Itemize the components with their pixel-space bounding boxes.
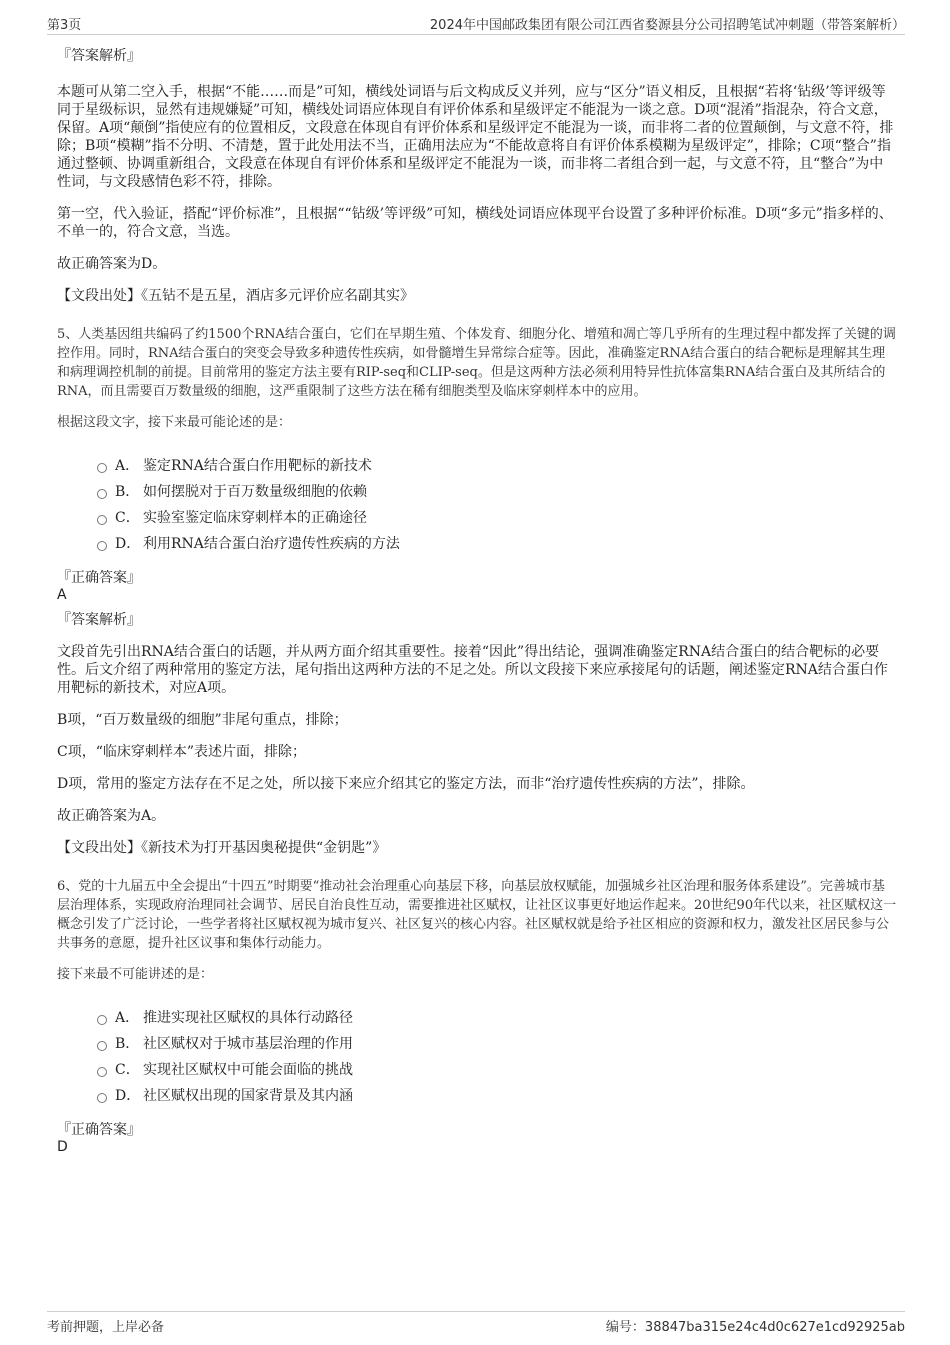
- analysis-paragraph: C项，“临床穿刺样本”表述片面，排除；: [57, 744, 307, 760]
- document-title: 2024年中国邮政集团有限公司江西省婺源县分公司招聘笔试冲刺题（带答案解析）: [429, 18, 905, 33]
- option-d[interactable]: D． 利用RNA结合蛋白治疗遗传性疾病的方法: [97, 531, 897, 557]
- correct-answer-label: 『正确答案』: [57, 570, 141, 586]
- radio-icon[interactable]: [97, 463, 107, 473]
- option-a[interactable]: A． 鉴定RNA结合蛋白作用靶标的新技术: [97, 453, 897, 479]
- document-id: 编号：38847ba315e24c4d0c627e1cd92925ab: [605, 1320, 905, 1335]
- analysis-paragraph: 第一空，代入验证，搭配“评价标准”，且根据““钻级’等评级”可知，横线处词语应体现平台设置了多种评价标准。D项“多元”指多样的、不单一的，符合文意，当选。: [57, 206, 893, 240]
- correct-answer: A: [57, 587, 67, 603]
- question-5-prompt: 根据这段文字，接下来最可能论述的是：: [57, 415, 292, 430]
- page-header: [47, 14, 905, 35]
- radio-icon[interactable]: [97, 541, 107, 551]
- option-b[interactable]: B． 社区赋权对于城市基层治理的作用: [97, 1031, 897, 1057]
- option-b[interactable]: B． 如何摆脱对于百万数量级细胞的依赖: [97, 479, 897, 505]
- option-a[interactable]: A． 推进实现社区赋权的具体行动路径: [97, 1005, 897, 1031]
- analysis-paragraph: B项，“百万数量级的细胞”非尾句重点，排除；: [57, 712, 348, 728]
- analysis-paragraph: 本题可从第二空入手，根据“不能……而是”可知，横线处词语与后文构成反义并列，应与“区分”语义相反，且根据“若将‘钻级’等评级等同于星级标识，显然有违规嫌疑”可知，横线处词语应体现自有评价体系和星级评定不能混为一谈之意。D项“混淆”指混杂，符合文意，保留。A项“颠倒”指使应有的位置相反，文段意在体现自有评价体系和星级评定不能混为一谈，而非将二者的位置颠倒，与文意不符，排除；B项“模糊”指不分明、不清楚，置于此处用法不当，正确用法应为“不能故意将自有评价体系模糊为星级评定”，排除；C项“整合”指通过整顿、协调重新组合，文段意在体现自有评价体系和星级评定不能混为一谈，而非将二者组合到一起，与文意不符，且“整合”为中性词，与文段感情色彩不符，排除。: [57, 84, 894, 190]
- analysis-paragraph: 故正确答案为D。: [57, 256, 167, 272]
- question-6-options: [97, 1005, 897, 1109]
- analysis-label: 『答案解析』: [57, 612, 141, 628]
- source-line: 【文段出处】《五钻不是五星，酒店多元评价应名副其实》: [57, 288, 414, 304]
- question-6-prompt: 接下来最不可能讲述的是：: [57, 967, 214, 982]
- analysis-paragraph: 文段首先引出RNA结合蛋白的话题，并从两方面介绍其重要性。接着“因此”得出结论，强调准确鉴定RNA结合蛋白的结合靶标的必要性。后文介绍了两种常用的鉴定方法，尾句指出这两种方法的不足之处。所以文段接下来应承接尾句的话题，阐述鉴定RNA结合蛋白作用靶标的新技术，对应A项。: [57, 644, 888, 696]
- radio-icon[interactable]: [97, 1041, 107, 1051]
- question-6-text: 6、党的十九届五中全会提出“十四五”时期要“推动社会治理重心向基层下移，向基层放权赋能，加强城乡社区治理和服务体系建设”。完善城市基层治理体系，实现政府治理同社会调节、居民自治良性互动，需要推进社区赋权，让社区议事更好地运作起来。20世纪90年代以来，社区赋权这一概念引发了广泛讨论，一些学者将社区赋权视为城市复兴、社区复兴的核心内容。社区赋权就是给予社区相应的资源和权力，激发社区居民参与公共事务的意愿，提升社区议事和集体行动能力。: [57, 879, 897, 951]
- correct-answer: D: [57, 1139, 68, 1155]
- correct-answer-label: 『正确答案』: [57, 1122, 141, 1138]
- radio-icon[interactable]: [97, 1093, 107, 1103]
- question-5-text: 5、人类基因组共编码了约1500个RNA结合蛋白，它们在早期生殖、个体发育、细胞分化、增殖和凋亡等几乎所有的生理过程中都发挥了关键的调控作用。同时，RNA结合蛋白的突变会导致多种遗传性疾病，如骨髓增生异常综合症等。因此，准确鉴定RNA结合蛋白的结合靶标是理解其生理和病理调控机制的前提。目前常用的鉴定方法主要有RIP-seq和CLIP-seq。但是这两种方法必须利用特异性抗体富集RNA结合蛋白及其所结合的RNA，而且需要百万数量级的细胞，这严重限制了这些方法在稀有细胞类型及临床穿刺样本中的应用。: [57, 327, 896, 399]
- option-c[interactable]: C． 实现社区赋权中可能会面临的挑战: [97, 1057, 897, 1083]
- page-footer: [47, 1311, 905, 1334]
- radio-icon[interactable]: [97, 1067, 107, 1077]
- document-body: [57, 45, 897, 1161]
- option-c[interactable]: C． 实验室鉴定临床穿刺样本的正确途径: [97, 505, 897, 531]
- radio-icon[interactable]: [97, 515, 107, 525]
- analysis-label: 『答案解析』: [57, 48, 141, 64]
- source-line: 【文段出处】《新技术为打开基因奥秘提供“金钥匙”》: [57, 840, 387, 856]
- analysis-paragraph: D项，常用的鉴定方法存在不足之处，所以接下来应介绍其它的鉴定方法，而非“治疗遗传性疾病的方法”，排除。: [57, 776, 755, 792]
- radio-icon[interactable]: [97, 489, 107, 499]
- analysis-paragraph: 故正确答案为A。: [57, 808, 166, 824]
- question-5-options: [97, 453, 897, 557]
- option-d[interactable]: D． 社区赋权出现的国家背景及其内涵: [97, 1083, 897, 1109]
- footer-slogan: 考前押题，上岸必备: [47, 1320, 165, 1335]
- radio-icon[interactable]: [97, 1015, 107, 1025]
- page-number: 第3页: [47, 18, 82, 33]
